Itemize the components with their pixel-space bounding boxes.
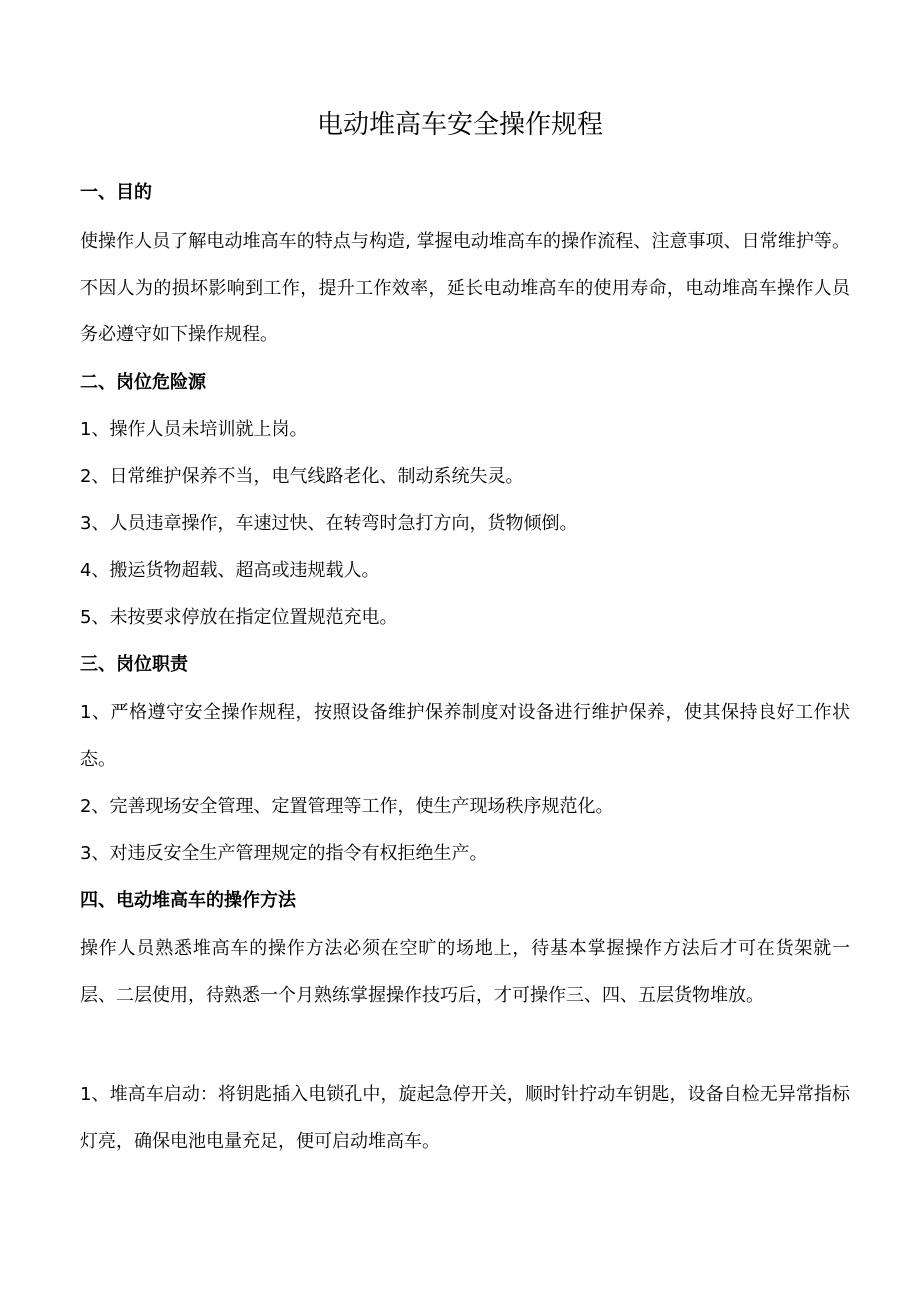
list-item: 2、完善现场安全管理、定置管理等工作，使生产现场秩序规范化。 bbox=[80, 796, 614, 817]
list-item: 1、操作人员未培训就上岗。 bbox=[80, 419, 308, 440]
section-heading-duties: 三、岗位职责 bbox=[80, 654, 188, 675]
section-heading-hazards: 二、岗位危险源 bbox=[80, 372, 206, 393]
list-item: 3、对违反安全生产管理规定的指令有权拒绝生产。 bbox=[80, 843, 488, 864]
section-paragraph-operation: 操作人员熟悉堆高车的操作方法必须在空旷的场地上，待基本掌握操作方法后才可在货架就一层、二层使用，待熟悉一个月熟练掌握操作技巧后，才可操作三、四、五层货物堆放。 bbox=[80, 938, 850, 1006]
list-item: 4、搬运货物超载、超高或违规载人。 bbox=[80, 560, 380, 581]
list-item: 5、未按要求停放在指定位置规范充电。 bbox=[80, 607, 398, 628]
list-item: 3、人员违章操作，车速过快、在转弯时急打方向，货物倾倒。 bbox=[80, 513, 578, 534]
document-title: 电动堆高车安全操作规程 bbox=[316, 110, 603, 140]
list-item: 1、堆高车启动：将钥匙插入电锁孔中，旋起急停开关，顺时针拧动车钥匙，设备自检无异常指标灯亮，确保电池电量充足，便可启动堆高车。 bbox=[80, 1084, 850, 1152]
section-paragraph-purpose: 使操作人员了解电动堆高车的特点与构造, 掌握电动堆高车的操作流程、注意事项、日常维护等。不因人为的损坏影响到工作，提升工作效率，延长电动堆高车的使用寿命，电动堆高车操作人员务必遵守如下操作规程。 bbox=[80, 231, 850, 345]
section-heading-operation: 四、电动堆高车的操作方法 bbox=[80, 890, 296, 911]
section-heading-purpose: 一、目的 bbox=[80, 182, 152, 203]
list-item: 1、严格遵守安全操作规程，按照设备维护保养制度对设备进行维护保养，使其保持良好工作状态。 bbox=[80, 702, 850, 770]
list-item: 2、日常维护保养不当，电气线路老化、制动系统失灵。 bbox=[80, 466, 524, 487]
